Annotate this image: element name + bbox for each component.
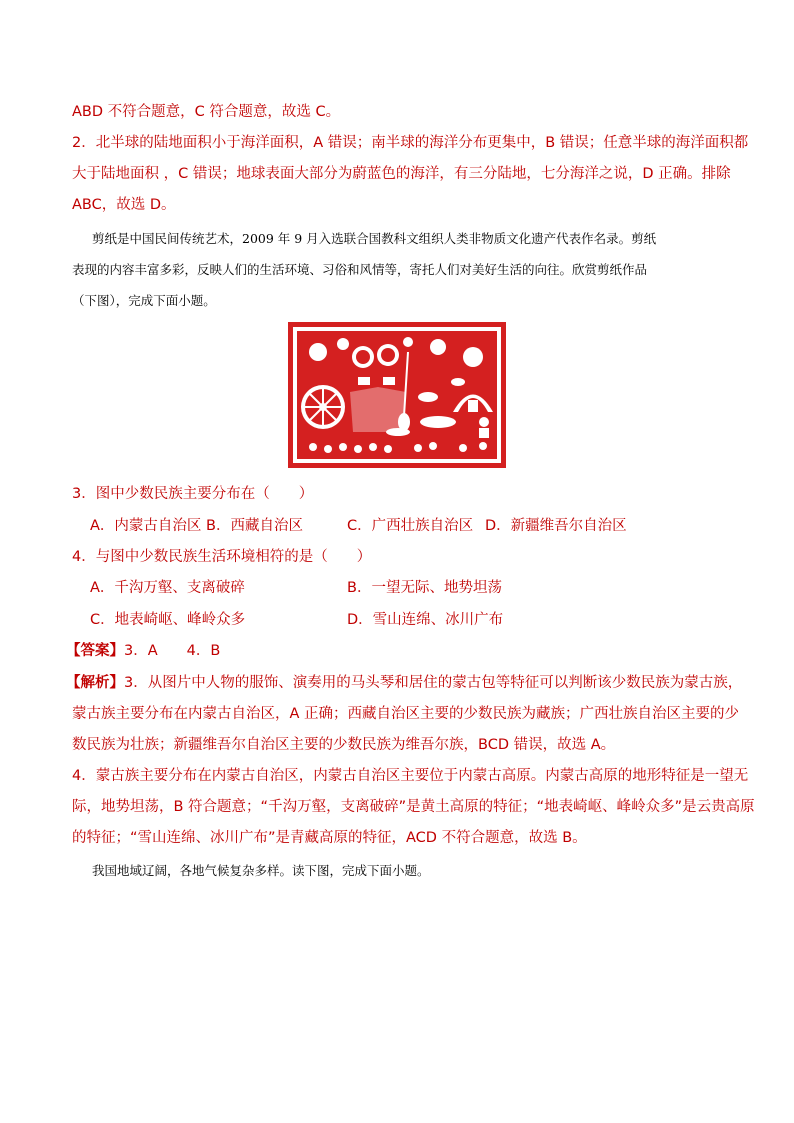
analysis-q4-line1: 4．蒙古族主要分布在内蒙古自治区，内蒙古自治区主要位于内蒙古高原。内蒙古高原的地形特征是一望无	[72, 768, 749, 784]
intro-line3: （下图），完成下面小题。	[72, 293, 216, 308]
answer-tag: 【答案】	[66, 643, 124, 659]
q2-explain-line1: 2．北半球的陆地面积小于海洋面积，A 错误；南半球的海洋分布更集中，B 错误；任意半球的海洋面积都	[72, 135, 749, 151]
q4-option-d: D．雪山连绵、冰川广布	[347, 612, 504, 628]
q4-option-c: C．地表崎岖、峰岭众多	[90, 612, 246, 628]
answer-text: 3．A 4．B	[124, 643, 221, 659]
q3-option-c: C．广西壮族自治区	[347, 518, 474, 534]
q3-option-b: B．西藏自治区	[206, 518, 303, 534]
analysis-line1	[66, 673, 742, 693]
q2-explain-line2: 大于陆地面积 ，C 错误；地球表面大部分为蔚蓝色的海洋，有三分陆地，七分海洋之说，D 正确。排除	[72, 166, 731, 182]
closing-line: 我国地域辽阔，各地气候复杂多样。读下图，完成下面小题。	[92, 863, 430, 878]
analysis-line2: 蒙古族主要分布在内蒙古自治区，A 正确；西藏自治区主要的少数民族为藏族；广西壮族自治区主要的少	[72, 706, 740, 722]
answer-prev-line: ABD 不符合题意，C 符合题意，故选 C。	[72, 104, 341, 120]
q4-stem: 4．与图中少数民族生活环境相符的是（ ）	[72, 549, 372, 565]
q4-option-b: B．一望无际、地势坦荡	[347, 580, 502, 596]
q3-option-d: D．新疆维吾尔自治区	[485, 518, 627, 534]
analysis-text-1: 3．从图片中人物的服饰、演奏用的马头琴和居住的蒙古包等特征可以判断该少数民族为蒙古族，	[124, 675, 743, 691]
answer-line	[66, 641, 220, 661]
analysis-line3: 数民族为壮族；新疆维吾尔自治区主要的少数民族为维吾尔族，BCD 错误，故选 A。	[72, 737, 616, 753]
analysis-tag: 【解析】	[66, 675, 124, 691]
intro-line1: 剪纸是中国民间传统艺术，2009 年 9 月入选联合国教科文组织人类非物质文化遗产代表作名录。剪纸	[92, 231, 657, 246]
papercut-image	[288, 322, 506, 468]
q3-option-a: A．内蒙古自治区	[90, 518, 202, 534]
intro-line2: 表现的内容丰富多彩，反映人们的生活环境、习俗和风情等，寄托人们对美好生活的向往。欣赏剪纸作品	[72, 262, 648, 277]
q4-option-a: A．千沟万壑、支离破碎	[90, 580, 245, 596]
analysis-q4-line3: 的特征；“雪山连绵、冰川广布”是青藏高原的特征，ACD 不符合题意，故选 B。	[72, 830, 587, 846]
analysis-q4-line2: 际，地势坦荡，B 符合题意；“千沟万壑，支离破碎”是黄土高原的特征；“地表崎岖、峰岭众多”是云贵高原	[72, 799, 755, 815]
q3-stem: 3．图中少数民族主要分布在（ ）	[72, 486, 314, 502]
q2-explain-line3: ABC，故选 D。	[72, 197, 176, 213]
